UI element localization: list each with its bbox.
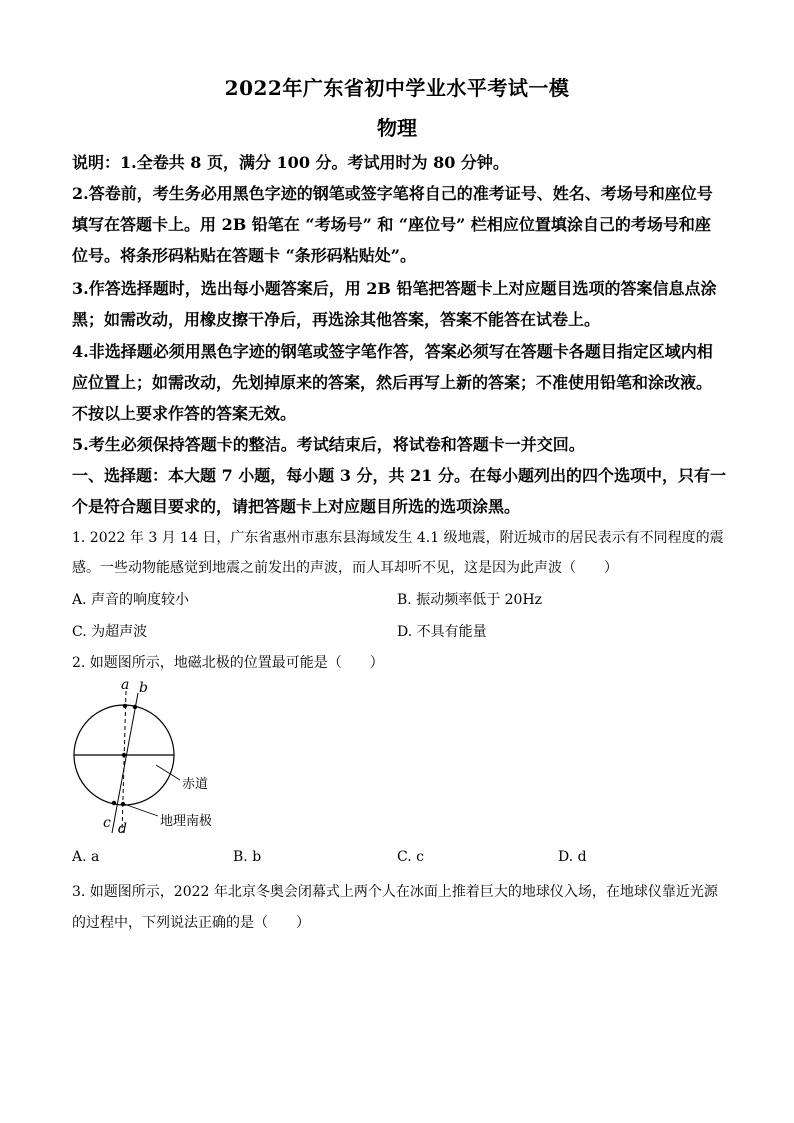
- south-pole-label: 地理南极: [160, 814, 213, 829]
- q2-option-d: D. d: [558, 849, 587, 865]
- q1-option-a: A. 声音的响度较小: [72, 592, 190, 608]
- instruction-line: 不按以上要求作答的答案无效。: [72, 404, 297, 423]
- earth-diagram: [60, 675, 240, 845]
- instruction-line: 5.考生必须保持答题卡的整洁。考试结束后，将试卷和答题卡一并交回。: [72, 435, 585, 454]
- label-d: d: [118, 821, 127, 837]
- question-1-stem: 感。一些动物能感觉到地震之前发出的声波，而人耳却听不见，这是因为此声波（ ）: [72, 560, 618, 576]
- point-c: [112, 801, 116, 805]
- section-heading-line: 个是符合题目要求的，请把答题卡上对应题目所选的选项涂黑。: [72, 497, 521, 516]
- point-b: [133, 705, 137, 709]
- q2-option-b: B. b: [233, 849, 262, 865]
- q1-option-b: B. 振动频率低于 20Hz: [397, 592, 543, 608]
- instruction-line: 说明：1.全卷共 8 页，满分 100 分。考试用时为 80 分钟。: [72, 153, 509, 172]
- point-a: [123, 704, 127, 708]
- q1-option-c: C. 为超声波: [72, 624, 148, 640]
- exam-title: 2022年广东省初中学业水平考试一模: [224, 76, 570, 100]
- subject-title: 物理: [377, 116, 417, 140]
- label-c: c: [103, 815, 111, 831]
- equator-label: 赤道: [182, 777, 209, 792]
- earth-center: [122, 753, 126, 757]
- question-3-stem: 的过程中，下列说法正确的是（ ）: [72, 915, 310, 931]
- instruction-line: 4.非选择题必须用黑色字迹的钢笔或签字笔作答，答案必须写在答题卡各题目指定区域内相: [72, 342, 713, 361]
- question-1-stem: 1. 2022 年 3 月 14 日，广东省惠州市惠东县海域发生 4.1 级地震，附近城市的居民表示有不同程度的震: [72, 530, 724, 546]
- label-b: b: [139, 680, 148, 696]
- instruction-line: 填写在答题卡上。用 2B 铅笔在 “考场号” 和 “座位号” 栏相应位置填涂自己的考场号和座: [72, 215, 711, 234]
- instruction-line: 2.答卷前，考生务必用黑色字迹的钢笔或签字笔将自己的准考证号、姓名、考场号和座位号: [72, 184, 713, 203]
- q2-option-a: A. a: [72, 849, 100, 865]
- q1-option-d: D. 不具有能量: [397, 624, 487, 640]
- question-2-stem: 2. 如题图所示，地磁北极的位置最可能是（ ）: [72, 655, 384, 671]
- south-pole-leader: [124, 804, 158, 816]
- instruction-line: 应位置上；如需改动，先划掉原来的答案，然后再写上新的答案；不准使用铅笔和涂改液。: [72, 373, 713, 392]
- instruction-line: 3.作答选择题时，选出每小题答案后，用 2B 铅笔把答题卡上对应题目选项的答案信息点涂: [72, 279, 717, 298]
- q2-option-c: C. c: [397, 849, 424, 865]
- label-a: a: [121, 677, 130, 693]
- instruction-line: 位号。将条形码粘贴在答题卡 “条形码粘贴处”。: [72, 246, 416, 265]
- section-heading-line: 一、选择题：本大题 7 小题，每小题 3 分，共 21 分。在每小题列出的四个选项中，只有一: [72, 466, 726, 485]
- instruction-line: 黑；如需改动，用橡皮擦干净后，再选涂其他答案，答案不能答在试卷上。: [72, 310, 601, 329]
- question-3-stem: 3. 如题图所示，2022 年北京冬奥会闭幕式上两个人在冰面上推着巨大的地球仪入场，在地球仪靠近光源: [72, 884, 718, 900]
